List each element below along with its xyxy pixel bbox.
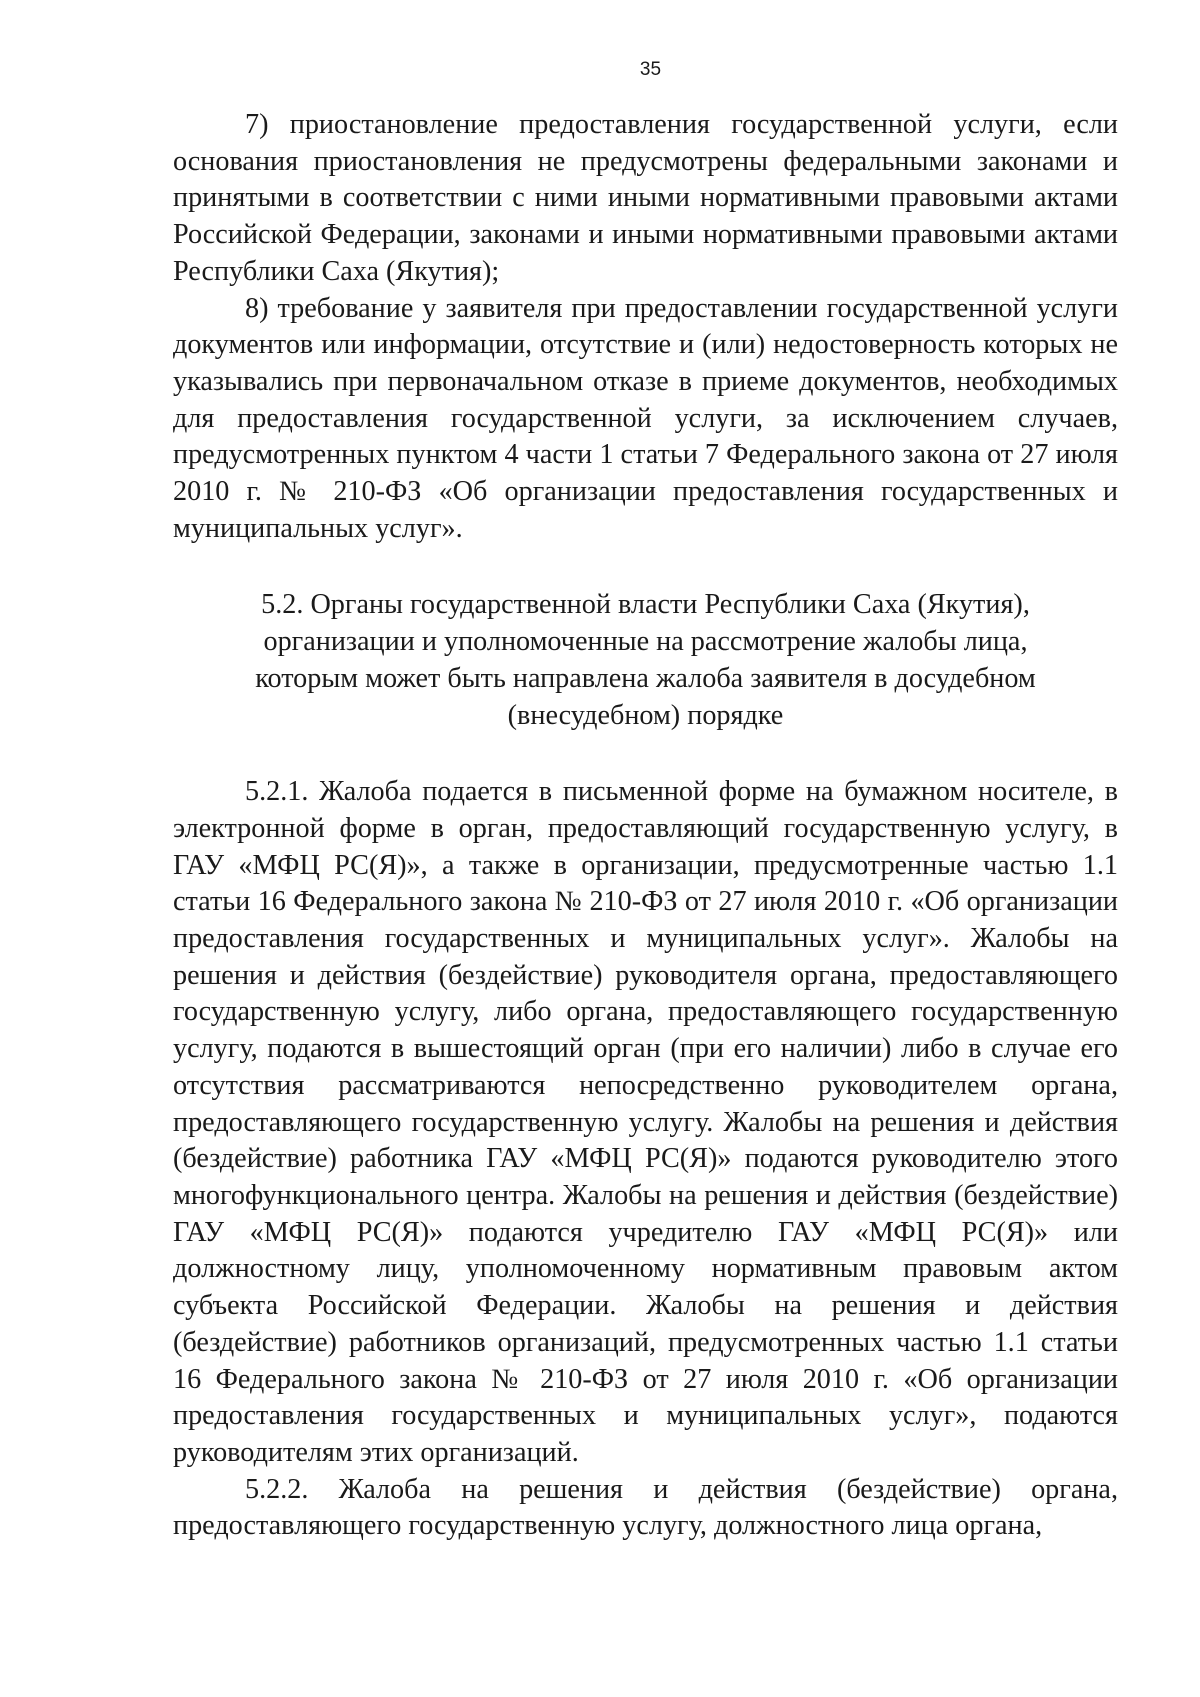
paragraph-item-8: 8) требование у заявителя при предоставлении государственной услуги документов или информации, отсутствие и (или) недостоверность которых не указывались при первоначальном отказе в приеме документов, необходимых для предоставления государственной услуги, за исключением случаев, предусмотренных пунктом 4 части 1 статьи 7 Федерального закона от 27 июля 2010 г. № 210-ФЗ «Об организации предоставления государственных и муниципальных услуг». (173, 292, 1118, 544)
paragraph-5-2-1: 5.2.1. Жалоба подается в письменной форме на бумажном носителе, в электронной форме в орган, предоставляющий государственную услугу, в ГАУ «МФЦ РС(Я)», а также в организации, предусмотренные частью 1.1 статьи 16 Федерального закона № 210-ФЗ от 27 июля 2010 г. «Об организации предоставления государственных и муниципальных услуг». Жалобы на решения и действия (бездействие) руководителя органа, предоставляющего государственную услугу, либо органа, предоставляющего государственную услугу, подаются в вышестоящий орган (при его наличии) либо в случае его отсутствия рассматриваются непосредственно руководителем органа, предоставляющего государственную услугу. Жалобы на решения и действия (бездействие) работника ГАУ «МФЦ РС(Я)» подаются руководителю этого многофункционального центра. Жалобы на решения и действия (бездействие) ГАУ «МФЦ РС(Я)» подаются учредителю ГАУ «МФЦ РС(Я)» или должностному лицу, уполномоченному нормативным правовым актом субъекта Российской Федерации. Жалобы на решения и действия (бездействие) работников организаций, предусмотренных частью 1.1 статьи 16 Федерального закона № 210-ФЗ от 27 июля 2010 г. «Об организации предоставления государственных и муниципальных услуг», подаются руководителям этих организаций. (173, 776, 1118, 1468)
paragraph-item-7: 7) приостановление предоставления государственной услуги, если основания приостановления не предусмотрены федеральными законами и принятыми в соответствии с ними иными нормативными правовыми актами Российской Федерации, законами и иными нормативными правовыми актами Республики Саха (Якутия); (173, 109, 1118, 287)
section-heading-line: которым может быть направлена жалоба заявителя в досудебном (255, 662, 1036, 694)
section-heading-line: (внесудебном) порядке (507, 699, 784, 731)
section-heading-line: 5.2. Органы государственной власти Республики Саха (Якутия), (261, 589, 1030, 621)
section-heading-line: организации и уполномоченные на рассмотрение жалобы лица, (263, 626, 1028, 658)
paragraph-5-2-2: 5.2.2. Жалоба на решения и действия (бездействие) органа, предоставляющего государственную услугу, должностного лица органа, (173, 1473, 1118, 1542)
document-page (173, 60, 1118, 1545)
page-number: 35 (639, 59, 662, 80)
page-bottom-clip (173, 1472, 1118, 1545)
section-heading-5-2 (173, 587, 1118, 734)
